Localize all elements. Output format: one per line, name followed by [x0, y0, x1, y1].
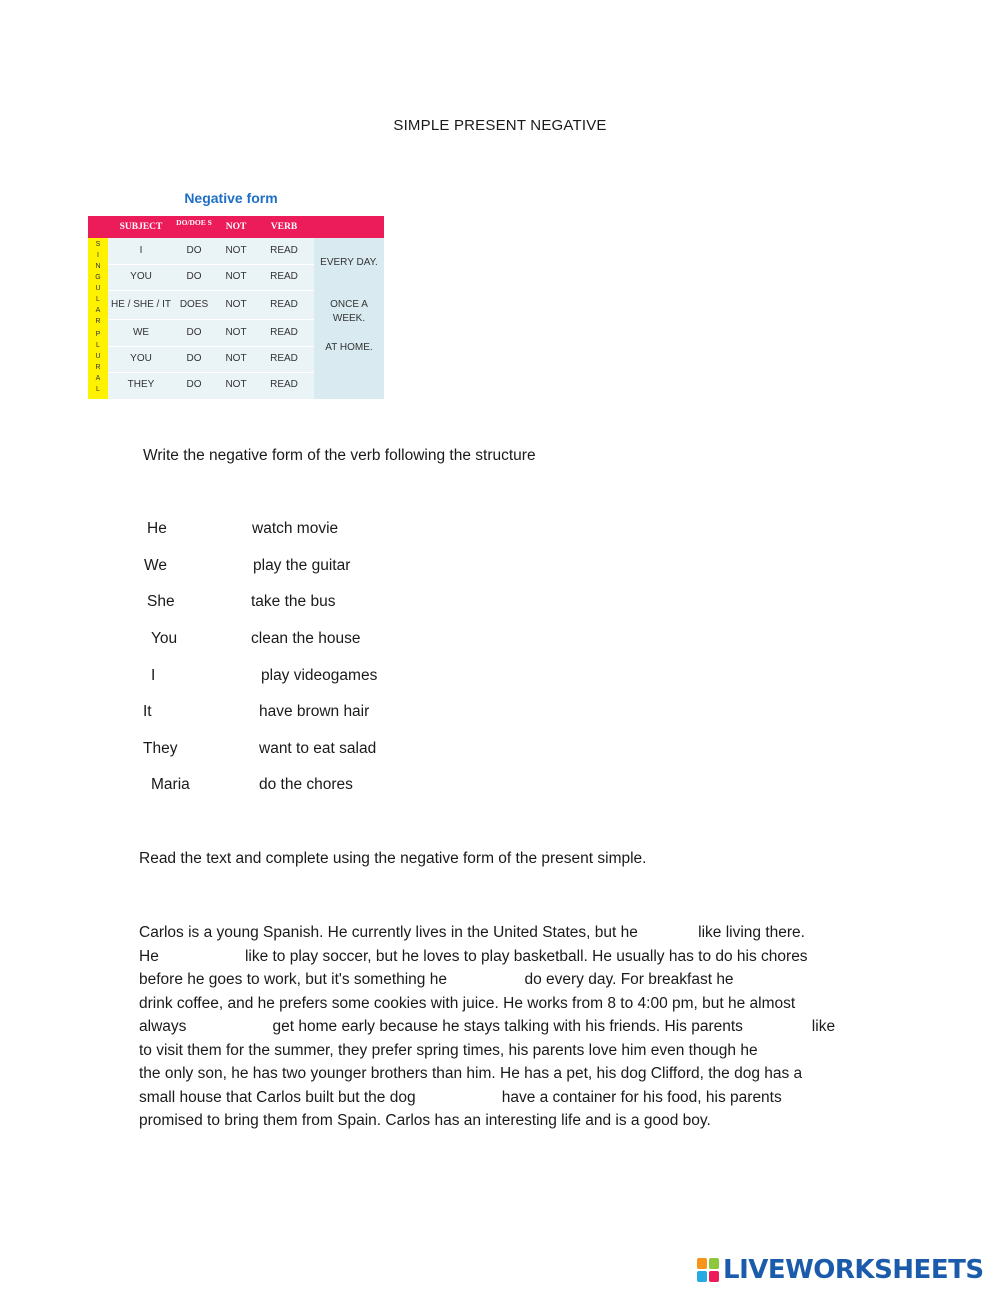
table-side-labels	[88, 238, 108, 399]
reading-paragraph	[139, 921, 869, 1133]
table-row	[108, 346, 314, 373]
paragraph-line: He like to play soccer, but he loves to play basketball. He usually has to do his chores	[139, 947, 808, 965]
time-expressions	[314, 238, 384, 399]
side-letter: R	[95, 364, 101, 371]
side-letter: N	[95, 263, 101, 270]
exercise1-verb: clean the house	[251, 630, 361, 647]
side-letter: L	[96, 342, 100, 349]
side-letter: I	[97, 252, 99, 259]
paragraph-line: to visit them for the summer, they prefer spring times, his parents love him even though he	[139, 1041, 758, 1059]
header-subject: SUBJECT	[119, 222, 163, 232]
cell-subject: HE / SHE / IT	[110, 298, 171, 310]
cell-aux: DO	[186, 353, 202, 364]
cell-aux: DOES	[179, 298, 209, 310]
cell-aux: DO	[186, 379, 202, 390]
exercise1-verb: play the guitar	[253, 557, 351, 574]
exercise1-verb: play videogames	[261, 667, 378, 684]
side-letter: R	[95, 318, 101, 325]
exercise1-subject: It	[143, 703, 152, 720]
paragraph-line: drink coffee, and he prefers some cookies with juice. He works from 8 to 4:00 pm, but he almost	[139, 994, 796, 1012]
exercise1-verb: want to eat salad	[259, 740, 377, 757]
exercise1-subject: She	[147, 593, 175, 610]
paragraph-line: promised to bring them from Spain. Carlos has an interesting life and is a good boy.	[139, 1112, 711, 1129]
cell-verb: READ	[270, 245, 298, 256]
side-letter: L	[96, 296, 100, 303]
exercise1-verb: take the bus	[251, 593, 336, 610]
side-letter: A	[95, 307, 101, 314]
time-expression: EVERY DAY.	[320, 257, 378, 268]
side-letter: U	[95, 353, 101, 360]
cell-not: NOT	[225, 271, 247, 282]
header-verb: VERB	[270, 222, 298, 232]
cell-aux: DO	[186, 327, 202, 338]
exercise1-subject: You	[151, 630, 178, 647]
cell-not: NOT	[225, 353, 247, 364]
side-letter: U	[95, 285, 101, 292]
paragraph-line: before he goes to work, but it's something he do every day. For breakfast he	[139, 971, 734, 988]
cell-subject: THEY	[127, 379, 155, 390]
exercise1-subject: They	[143, 740, 178, 757]
cell-subject: I	[139, 245, 143, 256]
paragraph-line: the only son, he has two younger brothers than him. He has a pet, his dog Clifford, the dog has a	[139, 1065, 803, 1082]
table-body	[108, 238, 314, 399]
header-not: NOT	[225, 222, 247, 232]
page-title: SIMPLE PRESENT NEGATIVE	[393, 117, 607, 134]
paragraph-line: always get home early because he stays talking with his friends. His parents like	[139, 1018, 836, 1035]
exercise1-verb: have brown hair	[259, 703, 370, 720]
cell-verb: READ	[270, 353, 298, 364]
table-caption: Negative form	[184, 190, 278, 206]
side-letter: S	[95, 241, 101, 248]
exercise1-instruction: Write the negative form of the verb following the structure	[143, 447, 536, 464]
paragraph-line: Carlos is a young Spanish. He currently lives in the United States, but he like living there.	[139, 924, 805, 941]
logo-mark-icon	[697, 1258, 719, 1282]
cell-not: NOT	[225, 298, 247, 310]
cell-subject: WE	[132, 327, 150, 338]
paragraph-line: small house that Carlos built but the dog have a container for his food, his parents	[139, 1088, 782, 1106]
cell-verb: READ	[270, 379, 298, 390]
side-letter: P	[95, 331, 101, 338]
cell-not: NOT	[225, 245, 247, 256]
exercise2-instruction: Read the text and complete using the negative form of the present simple.	[139, 850, 647, 867]
exercise1-verb: do the chores	[259, 776, 353, 793]
exercise1-subject: I	[151, 667, 156, 684]
cell-aux: DO	[186, 245, 202, 256]
side-letter: A	[95, 375, 101, 382]
table-row	[108, 320, 314, 347]
cell-verb: READ	[270, 271, 298, 282]
cell-subject: YOU	[130, 353, 152, 364]
table-header	[88, 216, 384, 238]
cell-not: NOT	[225, 327, 247, 338]
exercise1-subject: Maria	[151, 776, 190, 793]
liveworksheets-logo	[697, 1253, 984, 1287]
exercise1-subject: He	[147, 520, 167, 537]
time-expression: ONCE A WEEK.	[330, 299, 368, 324]
time-expression: AT HOME.	[325, 342, 373, 353]
table-row	[108, 238, 314, 265]
table-row	[108, 290, 314, 320]
cell-verb: READ	[270, 327, 298, 338]
header-do-does: DO/DOE S	[176, 218, 212, 227]
table-row	[108, 264, 314, 291]
cell-aux: DO	[186, 271, 202, 282]
cell-not: NOT	[225, 379, 247, 390]
side-letter: L	[96, 386, 100, 393]
logo-text: LIVEWORKSHEETS	[723, 1255, 984, 1285]
cell-verb: READ	[270, 298, 298, 310]
exercise1-subject: We	[144, 557, 167, 574]
side-letter: G	[95, 274, 101, 281]
table-row	[108, 372, 314, 398]
grammar-table	[88, 190, 384, 399]
exercise1-verb: watch movie	[252, 520, 339, 537]
cell-subject: YOU	[130, 271, 152, 282]
